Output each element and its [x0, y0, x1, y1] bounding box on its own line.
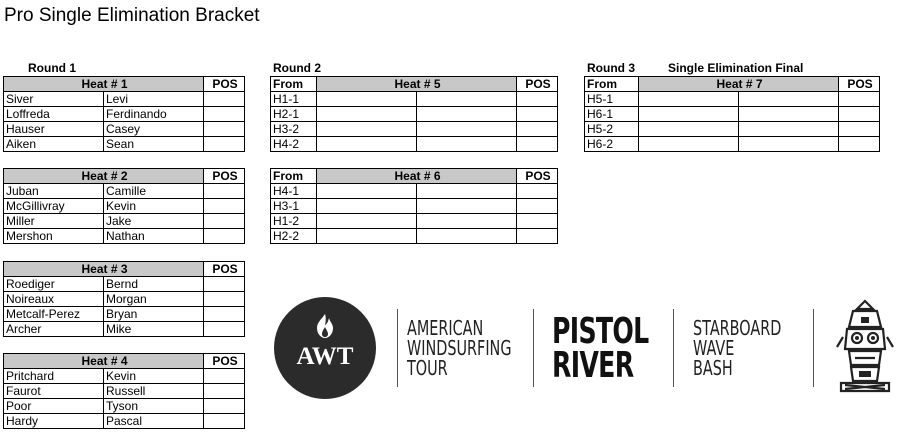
from-cell: H5-2: [585, 122, 639, 137]
pos-cell[interactable]: [204, 199, 245, 214]
heat-4-title: Heat # 4: [4, 354, 204, 369]
pos-cell[interactable]: [839, 137, 880, 152]
table-row: [4, 322, 245, 337]
first-name: Pascal: [104, 414, 204, 429]
entry-cell[interactable]: [639, 107, 739, 122]
first-name: Russell: [104, 384, 204, 399]
table-row: [4, 399, 245, 414]
from-cell: H3-1: [271, 199, 317, 214]
last-name: Poor: [4, 399, 104, 414]
pos-cell[interactable]: [517, 92, 558, 107]
flame-icon: [313, 313, 337, 339]
heat-2-table: [3, 168, 245, 244]
table-row: [585, 92, 880, 107]
round1-label: Round 1: [28, 61, 76, 75]
entry-cell[interactable]: [739, 92, 839, 107]
heat-7-table: [584, 76, 880, 152]
entry-cell[interactable]: [317, 137, 417, 152]
awt-logo: [274, 297, 376, 399]
pos-cell[interactable]: [204, 384, 245, 399]
from-header: From: [271, 169, 317, 184]
pos-cell[interactable]: [839, 107, 880, 122]
heat-5-title: Heat # 5: [317, 77, 517, 92]
entry-cell[interactable]: [417, 107, 517, 122]
first-name: Casey: [104, 122, 204, 137]
table-row: [271, 122, 558, 137]
heat-1-title: Heat # 1: [4, 77, 204, 92]
pos-cell[interactable]: [517, 229, 558, 244]
pos-cell[interactable]: [204, 322, 245, 337]
table-row: [4, 307, 245, 322]
heat-6-table: [270, 168, 558, 244]
divider: [813, 309, 814, 387]
entry-cell[interactable]: [639, 92, 739, 107]
page-title: Pro Single Elimination Bracket: [4, 5, 260, 26]
last-name: Loffreda: [4, 107, 104, 122]
from-cell: H2-2: [271, 229, 317, 244]
entry-cell[interactable]: [417, 92, 517, 107]
pos-cell[interactable]: [204, 137, 245, 152]
from-cell: H4-1: [271, 184, 317, 199]
entry-cell[interactable]: [317, 229, 417, 244]
entry-cell[interactable]: [417, 137, 517, 152]
table-row: [585, 122, 880, 137]
table-row: [585, 137, 880, 152]
entry-cell[interactable]: [317, 214, 417, 229]
heat-3-title: Heat # 3: [4, 262, 204, 277]
from-cell: H2-1: [271, 107, 317, 122]
heat-7-title: Heat # 7: [639, 77, 839, 92]
table-row: [271, 107, 558, 122]
table-row: [585, 107, 880, 122]
last-name: Juban: [4, 184, 104, 199]
divider: [397, 309, 398, 387]
last-name: Archer: [4, 322, 104, 337]
heat-4-table: [3, 353, 245, 429]
pos-header: POS: [839, 77, 880, 92]
table-row: [271, 184, 558, 199]
from-cell: H4-2: [271, 137, 317, 152]
heat-2-title: Heat # 2: [4, 169, 204, 184]
entry-cell[interactable]: [639, 137, 739, 152]
round2-label: Round 2: [273, 61, 321, 75]
table-row: [271, 199, 558, 214]
first-name: Mike: [104, 322, 204, 337]
entry-cell[interactable]: [739, 107, 839, 122]
sponsor-logos: [270, 295, 898, 395]
entry-cell[interactable]: [639, 122, 739, 137]
round3-label: Round 3: [587, 61, 635, 75]
first-name: Kevin: [104, 369, 204, 384]
first-name: Morgan: [104, 292, 204, 307]
last-name: Siver: [4, 92, 104, 107]
entry-cell[interactable]: [417, 122, 517, 137]
last-name: Aiken: [4, 137, 104, 152]
last-name: Roediger: [4, 277, 104, 292]
table-row: [4, 107, 245, 122]
last-name: McGillivray: [4, 199, 104, 214]
first-name: Jake: [104, 214, 204, 229]
table-row: [4, 92, 245, 107]
heat-5-table: [270, 76, 558, 152]
pos-cell[interactable]: [517, 122, 558, 137]
pos-cell[interactable]: [517, 107, 558, 122]
first-name: Sean: [104, 137, 204, 152]
table-row: [4, 414, 245, 429]
table-row: [4, 277, 245, 292]
entry-cell[interactable]: [317, 199, 417, 214]
last-name: Metcalf-Perez: [4, 307, 104, 322]
last-name: Hauser: [4, 122, 104, 137]
entry-cell[interactable]: [317, 184, 417, 199]
table-row: [4, 137, 245, 152]
pos-cell[interactable]: [204, 292, 245, 307]
table-row: [4, 214, 245, 229]
table-row: [4, 184, 245, 199]
table-row: [4, 369, 245, 384]
entry-cell[interactable]: [417, 214, 517, 229]
pos-cell[interactable]: [204, 107, 245, 122]
from-header: From: [585, 77, 639, 92]
from-cell: H1-2: [271, 214, 317, 229]
from-cell: H1-1: [271, 92, 317, 107]
heat-3-table: [3, 261, 245, 337]
entry-cell[interactable]: [317, 107, 417, 122]
entry-cell[interactable]: [417, 199, 517, 214]
last-name: Miller: [4, 214, 104, 229]
pos-cell[interactable]: [204, 184, 245, 199]
entry-cell[interactable]: [739, 122, 839, 137]
pos-cell[interactable]: [204, 214, 245, 229]
entry-cell[interactable]: [317, 122, 417, 137]
pos-cell[interactable]: [204, 307, 245, 322]
pos-header: POS: [517, 169, 558, 184]
first-name: Tyson: [104, 399, 204, 414]
american-windsurfing-tour-logo: AMERICAN WINDSURFING TOUR: [407, 316, 512, 380]
pos-cell[interactable]: [204, 122, 245, 137]
heat-6-title: Heat # 6: [317, 169, 517, 184]
pistol-river-logo: PISTOL RIVER: [552, 311, 649, 386]
pos-cell[interactable]: [204, 399, 245, 414]
table-row: [271, 229, 558, 244]
tiki-icon: [835, 297, 895, 395]
divider: [533, 309, 534, 387]
first-name: Bryan: [104, 307, 204, 322]
first-name: Ferdinando: [104, 107, 204, 122]
first-name: Camille: [104, 184, 204, 199]
heat-1-table: [3, 76, 245, 152]
table-row: [4, 384, 245, 399]
final-label: Single Elimination Final: [668, 61, 804, 75]
pos-header: POS: [517, 77, 558, 92]
pos-cell[interactable]: [517, 184, 558, 199]
pos-cell[interactable]: [517, 137, 558, 152]
from-cell: H3-2: [271, 122, 317, 137]
pos-header: POS: [204, 262, 245, 277]
from-cell: H6-1: [585, 107, 639, 122]
last-name: Hardy: [4, 414, 104, 429]
pos-cell[interactable]: [204, 369, 245, 384]
pos-header: POS: [204, 354, 245, 369]
awt-logo-text: AWT: [296, 343, 354, 370]
pos-header: POS: [204, 77, 245, 92]
pos-header: POS: [204, 169, 245, 184]
from-cell: H5-1: [585, 92, 639, 107]
last-name: Noireaux: [4, 292, 104, 307]
starboard-wave-bash-logo: STARBOARD WAVE BASH: [693, 316, 782, 380]
entry-cell[interactable]: [417, 184, 517, 199]
table-row: [4, 292, 245, 307]
pos-cell[interactable]: [517, 214, 558, 229]
pos-cell[interactable]: [839, 122, 880, 137]
entry-cell[interactable]: [739, 137, 839, 152]
pos-cell[interactable]: [204, 414, 245, 429]
pos-cell[interactable]: [204, 92, 245, 107]
divider: [673, 309, 674, 387]
first-name: Nathan: [104, 229, 204, 244]
table-row: [271, 137, 558, 152]
pos-cell[interactable]: [839, 92, 880, 107]
entry-cell[interactable]: [317, 92, 417, 107]
last-name: Faurot: [4, 384, 104, 399]
pos-cell[interactable]: [204, 277, 245, 292]
first-name: Levi: [104, 92, 204, 107]
table-row: [4, 199, 245, 214]
last-name: Pritchard: [4, 369, 104, 384]
pos-cell[interactable]: [517, 199, 558, 214]
table-row: [4, 229, 245, 244]
first-name: Kevin: [104, 199, 204, 214]
from-cell: H6-2: [585, 137, 639, 152]
pos-cell[interactable]: [204, 229, 245, 244]
table-row: [271, 214, 558, 229]
table-row: [4, 122, 245, 137]
first-name: Bernd: [104, 277, 204, 292]
table-row: [271, 92, 558, 107]
entry-cell[interactable]: [417, 229, 517, 244]
from-header: From: [271, 77, 317, 92]
last-name: Mershon: [4, 229, 104, 244]
